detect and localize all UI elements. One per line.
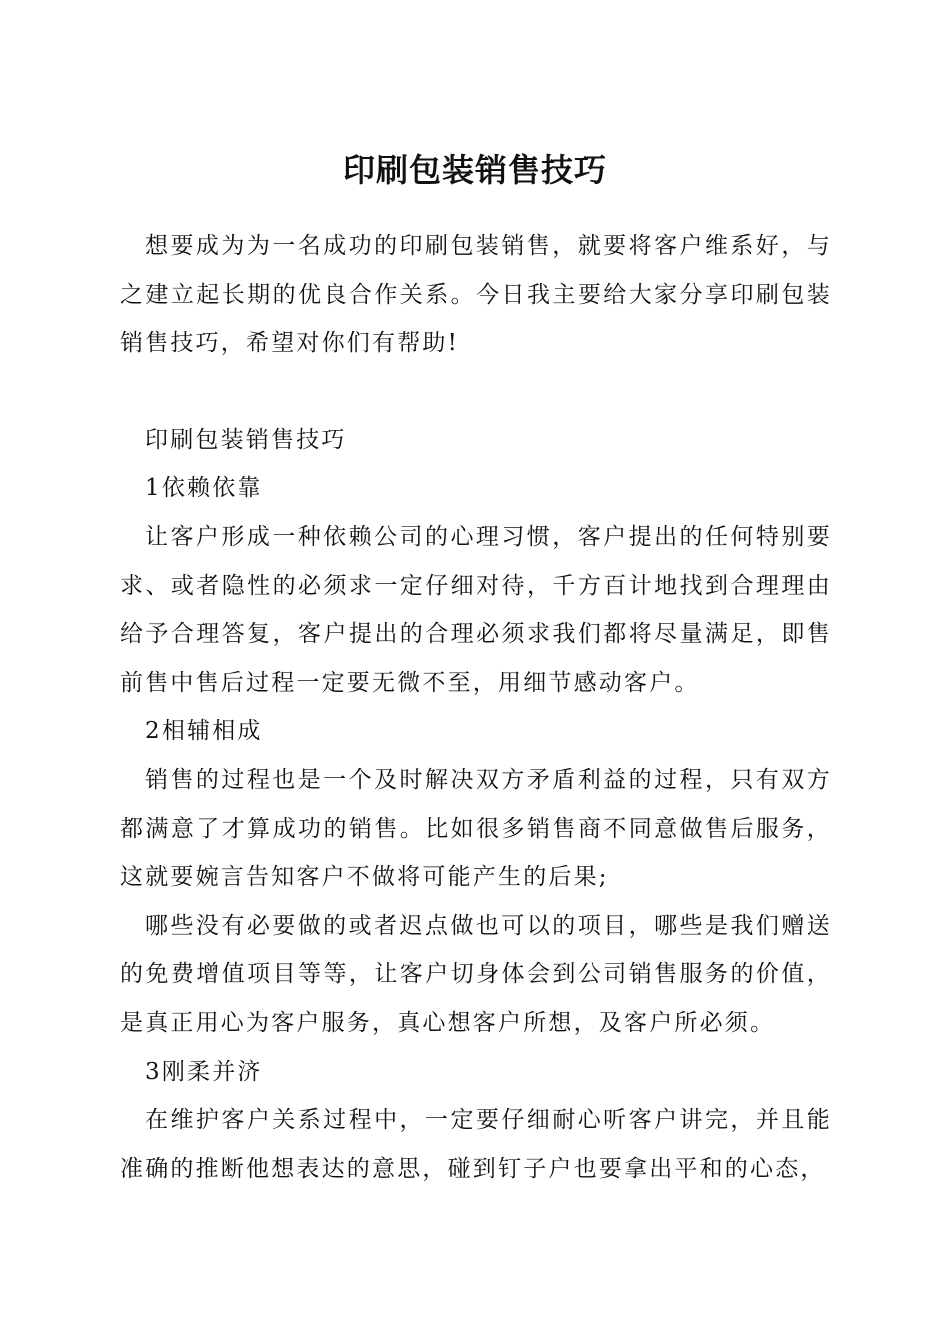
body-paragraph-4: 在维护客户关系过程中，一定要仔细耐心听客户讲完，并且能准确的推断他想表达的意思，碰到钉子户也要拿出平和的心态， <box>120 1107 832 1182</box>
document-body <box>120 222 832 1193</box>
body-paragraph-2: 销售的过程也是一个及时解决双方矛盾利益的过程，只有双方都满意了才算成功的销售。比如很多销售商不同意做售后服务，这就要婉言告知客户不做将可能产生的后果; <box>120 766 832 891</box>
paragraph-spacer <box>120 368 832 416</box>
body-paragraph-1: 让客户形成一种依赖公司的心理习惯，客户提出的任何特别要求、或者隐性的必须求一定仔细对待，千方百计地找到合理理由给予合理答复，客户提出的合理必须求我们都将尽量满足，即售前售中售后过程一定要无微不至，用细节感动客户。 <box>120 523 832 696</box>
body-paragraph-3: 哪些没有必要做的或者迟点做也可以的项目，哪些是我们赠送的免费增值项目等等，让客户切身体会到公司销售服务的价值，是真正用心为客户服务，真心想客户所想，及客户所必须。 <box>120 912 832 1036</box>
subheading-3: 3刚柔并济 <box>145 1058 263 1085</box>
intro-paragraph: 想要成为为一名成功的印刷包装销售，就要将客户维系好，与之建立起长期的优良合作关系。今日我主要给大家分享印刷包装销售技巧，希望对你们有帮助! <box>120 233 832 357</box>
subheading-1: 1依赖依靠 <box>145 475 263 502</box>
section-heading: 印刷包装销售技巧 <box>145 426 347 453</box>
document-title: 印刷包装销售技巧 <box>342 151 607 189</box>
subheading-2: 2相辅相成 <box>145 718 263 745</box>
